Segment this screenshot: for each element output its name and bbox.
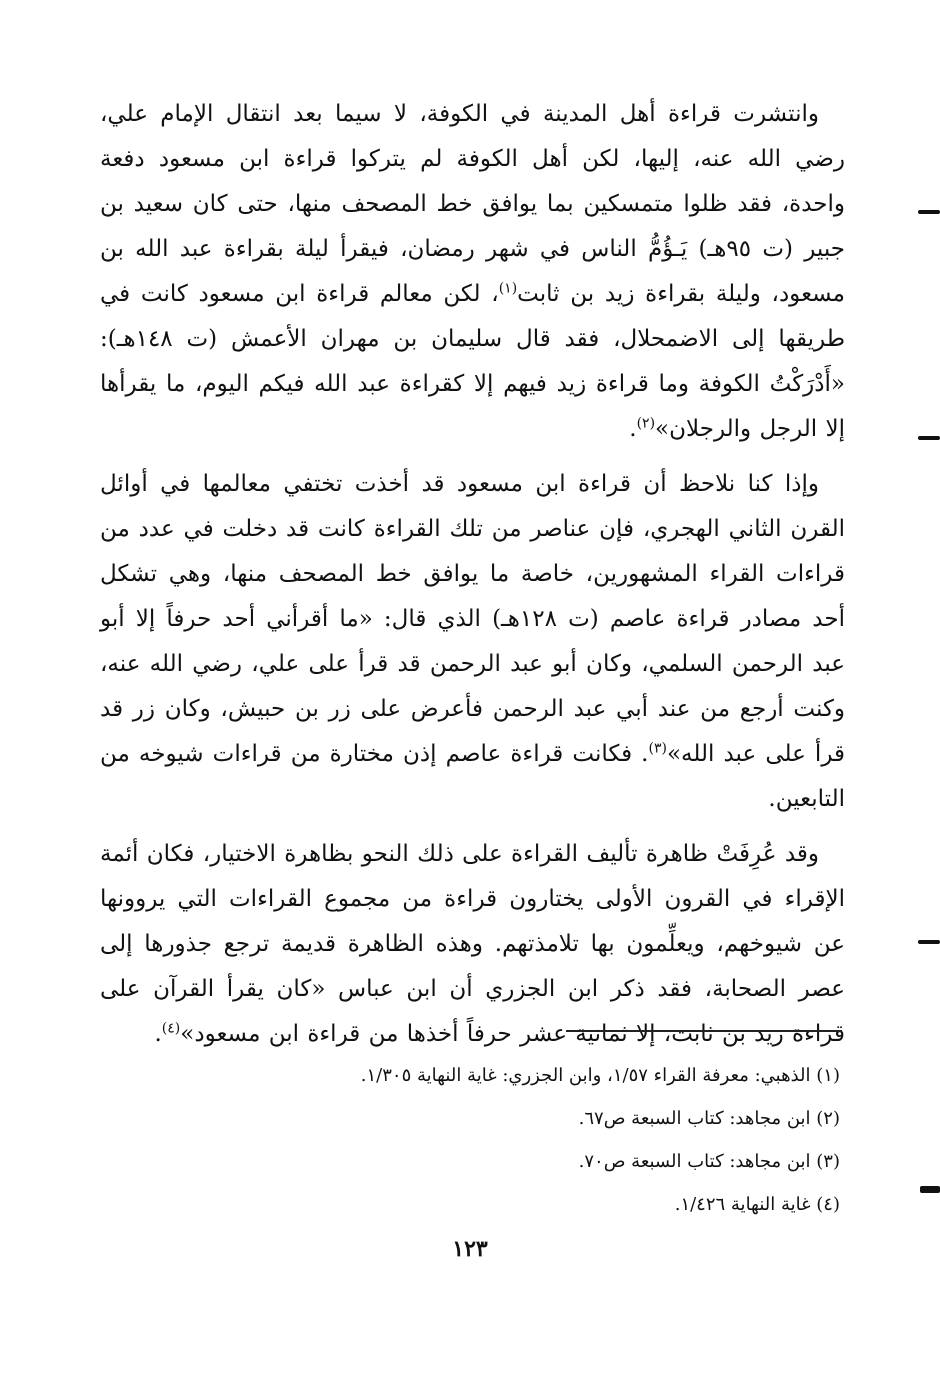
paragraph-1-text: وانتشرت قراءة أهل المدينة في الكوفة، لا سيما بعد انتقال الإمام علي، رضي الله عنه، إليها، لكن أهل الكوفة لم يتركوا قراءة ابن مسعود دفعة واحدة، فقد ظلوا متمسكين بما يوافق خط المصحف منها، حتى كان سعيد بن جبير (ت ٩٥هـ) يَـؤُمُّ الناس في شهر رمضان، فيقرأ ليلة بقراءة عبد الله بن مسعود، وليلة بقراءة زيد بن ثابت (100, 101, 846, 307)
paragraph-1-end: . (629, 416, 637, 442)
footnote-divider (566, 1030, 842, 1032)
footnotes (200, 1054, 840, 1226)
footnote-ref-3[interactable]: (٣) (648, 740, 667, 757)
footnote-ref-2[interactable]: (٢) (636, 415, 656, 432)
paragraph-3-text: وقد عُرِفَتْ ظاهرة تأليف القراءة على ذلك النحو بظاهرة الاختيار، فكان أئمة الإقراء في القرون الأولى يختارون قراءة من مجموع القراءات التي يروونها عن شيوخهم، ويعلِّمون بها تلامذتهم. وهذه الظاهرة قديمة ترجع جذورها إلى عصر الصحابة، فقد ذكر ابن الجزري أن ابن عباس «كان يقرأ القرآن على قراءة زيد بن ثابت، إلا ثمانية عشر حرفاً أخذها من قراءة ابن مسعود» (100, 841, 845, 1047)
footnote-3: (٣) ابن مجاهد: كتاب السبعة ص٧٠. (578, 1151, 840, 1172)
margin-mark (918, 436, 940, 440)
paragraph-3-text-cont: . (154, 1021, 162, 1047)
footnote-ref-1[interactable]: (١) (498, 280, 518, 297)
footnote-1: (١) الذهبي: معرفة القراء ١/٥٧، وابن الجزري: غاية النهاية ١/٣٠٥. (360, 1065, 840, 1086)
margin-mark (918, 940, 940, 944)
footnote-2: (٢) ابن مجاهد: كتاب السبعة ص٦٧. (578, 1108, 840, 1129)
paragraph-2-text: وإذا كنا نلاحظ أن قراءة ابن مسعود قد أخذت تختفي معالمها في أوائل القرن الثاني الهجري، فإن عناصر من تلك القراءة كانت قد دخلت في عدد من قراءات القراء المشهورين، خاصة ما يوافق خط المصحف منها، وهي تشكل أحد مصادر قراءة عاصم (ت ١٢٨هـ) الذي قال: «ما أقرأني أحد حرفاً إلا أبو عبد الرحمن السلمي، وكان أبو عبد الرحمن قد قرأ على علي، رضي الله عنه، وكنت أرجع من عند أبي عبد الرحمن فأعرض على زر بن حبيش، وكان زر قد قرأ على عبد الله» (100, 471, 846, 767)
margin-mark (920, 1186, 940, 1193)
paragraph-3 (100, 832, 845, 1057)
main-text (100, 92, 845, 1067)
paragraph-1-text-cont: ، لكن معالم قراءة ابن مسعود كانت في طريقها إلى الاضمحلال، فقد قال سليمان بن مهران الأعمش (ت ١٤٨هـ): «أَدْرَكْتُ الكوفة وما قراءة زيد فيهم إلا كقراءة عبد الله فيكم اليوم، ما يقرأها إلا الرجل والرجلان» (100, 281, 845, 442)
paragraph-2-text-cont: . فكانت قراءة عاصم إذن مختارة من قراءات شيوخه من التابعين. (100, 741, 845, 812)
paragraph-1 (100, 92, 845, 452)
page-number: ١٢٣ (452, 1236, 488, 1262)
footnote-4: (٤) غاية النهاية ١/٤٢٦. (674, 1194, 840, 1215)
paragraph-2 (100, 462, 845, 822)
margin-mark (918, 210, 940, 214)
footnote-ref-4[interactable]: (٤) (161, 1020, 181, 1037)
